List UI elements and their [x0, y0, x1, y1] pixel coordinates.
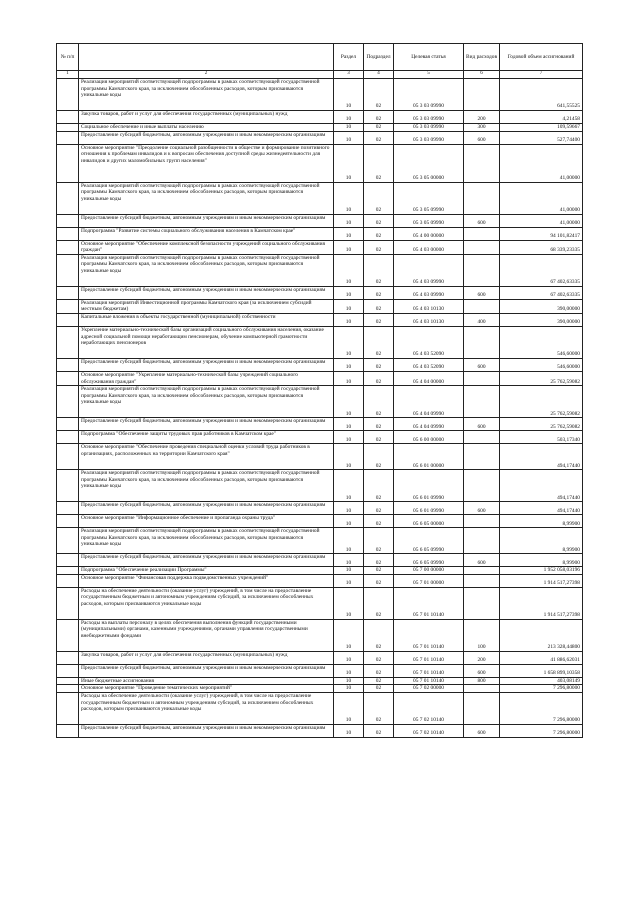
cell-csr: 05 7 01 10140 — [394, 677, 464, 685]
cell-pod: 02 — [364, 444, 394, 470]
row-num-cell — [57, 651, 79, 664]
cell-vr — [464, 386, 500, 418]
cell-name: Предоставление субсидий бюджетным, автономным учреждениям и иным некоммерческим организациям — [79, 724, 334, 737]
cell-name: Расходы на обеспечение деятельности (оказание услуг) учреждений, в том числе на предоставление государственным бюджетным и автономным учреждениям субсидий, за исключением обособленных расходов, которым присваиваются уникальные коды — [79, 692, 334, 724]
cell-csr: 05 6 05 00000 — [394, 515, 464, 528]
row-num-cell — [57, 313, 79, 326]
cell-vr: 600 — [464, 502, 500, 515]
cell-pod: 02 — [364, 124, 394, 132]
header-razdel: Раздел — [334, 44, 364, 71]
header-target-article: Целевая статья — [394, 44, 464, 71]
cell-sum: 7 296,80000 — [500, 724, 583, 737]
row-num-cell — [57, 111, 79, 124]
cell-razdel: 10 — [334, 619, 364, 651]
cell-name: Реализация мероприятий соответствующей подпрограммы в рамках соответствующей государственной программы Камчатского края, за исключением обособленных расходов, которым присваиваются уникальные коды — [79, 182, 334, 214]
cell-vr — [464, 444, 500, 470]
cell-sum: 25 762,59082 — [500, 386, 583, 418]
cell-pod: 02 — [364, 227, 394, 240]
cell-csr: 05 7 00 00000 — [394, 567, 464, 575]
header-podrazdel: Подраздел — [364, 44, 394, 71]
cell-pod: 02 — [364, 692, 394, 724]
cell-sum: 403,08149 — [500, 677, 583, 685]
table-body — [57, 79, 583, 738]
row-num-cell — [57, 664, 79, 677]
row-num-cell — [57, 227, 79, 240]
cell-name: Предоставление субсидий бюджетным, автономным учреждениям и иным некоммерческим организациям — [79, 131, 334, 144]
cell-razdel: 10 — [334, 313, 364, 326]
table-row — [57, 692, 583, 724]
row-num-cell — [57, 358, 79, 371]
cell-razdel: 10 — [334, 528, 364, 554]
cell-name: Закупка товаров, работ и услуг для обеспечения государственных (муниципальных) нужд — [79, 111, 334, 124]
table-row — [57, 444, 583, 470]
cell-razdel: 10 — [334, 144, 364, 182]
cell-sum: 1 658 899,10358 — [500, 664, 583, 677]
cell-name: Основное мероприятие "Укрепление материально-технической базы учреждений социального обслуживания граждан" — [79, 371, 334, 385]
colnum: 7 — [500, 71, 583, 79]
colnum: 2 — [79, 71, 334, 79]
table-row — [57, 286, 583, 299]
cell-vr — [464, 692, 500, 724]
cell-csr: 05 6 01 09990 — [394, 502, 464, 515]
table-row — [57, 651, 583, 664]
table-row — [57, 470, 583, 502]
cell-sum: 25 762,59082 — [500, 371, 583, 385]
cell-vr — [464, 685, 500, 693]
cell-csr: 05 4 00 00000 — [394, 227, 464, 240]
cell-csr: 05 3 05 09990 — [394, 214, 464, 227]
cell-name: Основное мероприятие "Обеспечение проведения специальной оценки условий труда работников в организациях, расположенных на территории Камчатского края" — [79, 444, 334, 470]
cell-razdel: 10 — [334, 554, 364, 567]
table-row — [57, 685, 583, 693]
cell-vr: 600 — [464, 358, 500, 371]
table-row — [57, 111, 583, 124]
cell-razdel: 10 — [334, 299, 364, 313]
row-num-cell — [57, 144, 79, 182]
row-num-cell — [57, 685, 79, 693]
row-num-cell — [57, 677, 79, 685]
cell-name: Реализация мероприятий соответствующей подпрограммы в рамках соответствующей государственной программы Камчатского края, за исключением обособленных расходов, которым присваиваются уникальные коды — [79, 79, 334, 111]
cell-razdel: 10 — [334, 371, 364, 385]
cell-csr: 05 4 03 09990 — [394, 286, 464, 299]
cell-name: Предоставление субсидий бюджетным, автономным учреждениям и иным некоммерческим организациям — [79, 664, 334, 677]
cell-razdel: 10 — [334, 254, 364, 286]
cell-sum: 94 101,82417 — [500, 227, 583, 240]
cell-sum: 67 402,63335 — [500, 254, 583, 286]
cell-name: Предоставление субсидий бюджетным, автономным учреждениям и иным некоммерческим организациям — [79, 554, 334, 567]
table-row — [57, 515, 583, 528]
row-num-cell — [57, 254, 79, 286]
table-row — [57, 386, 583, 418]
cell-csr: 05 4 04 09990 — [394, 418, 464, 431]
cell-vr: 800 — [464, 677, 500, 685]
cell-pod: 02 — [364, 299, 394, 313]
row-num-cell — [57, 79, 79, 111]
cell-pod: 02 — [364, 326, 394, 358]
cell-razdel: 10 — [334, 182, 364, 214]
cell-pod: 02 — [364, 144, 394, 182]
row-num-cell — [57, 386, 79, 418]
cell-razdel: 10 — [334, 574, 364, 587]
cell-name: Реализация мероприятий соответствующей подпрограммы в рамках соответствующей государственной программы Камчатского края, за исключением обособленных расходов, которым присваиваются уникальные коды — [79, 528, 334, 554]
cell-sum: 109,59667 — [500, 124, 583, 132]
cell-csr: 05 6 01 00000 — [394, 444, 464, 470]
cell-pod: 02 — [364, 358, 394, 371]
colnum: 5 — [394, 71, 464, 79]
cell-sum: 41,00000 — [500, 214, 583, 227]
table-row — [57, 358, 583, 371]
cell-razdel: 10 — [334, 131, 364, 144]
row-num-cell — [57, 182, 79, 214]
cell-name: Подпрограмма "Развитие системы социального обслуживания населения в Камчатском крае" — [79, 227, 334, 240]
cell-name: Предоставление субсидий бюджетным, автономным учреждениям и иным некоммерческим организациям — [79, 418, 334, 431]
cell-csr: 05 6 00 00000 — [394, 431, 464, 444]
cell-sum: 7 296,80000 — [500, 685, 583, 693]
cell-vr: 600 — [464, 724, 500, 737]
cell-csr: 05 3 03 09990 — [394, 131, 464, 144]
table-row — [57, 502, 583, 515]
cell-razdel: 10 — [334, 692, 364, 724]
cell-razdel: 10 — [334, 515, 364, 528]
table-row — [57, 79, 583, 111]
table-row — [57, 214, 583, 227]
cell-pod: 02 — [364, 131, 394, 144]
cell-sum: 7 296,80000 — [500, 692, 583, 724]
cell-razdel: 10 — [334, 685, 364, 693]
cell-sum: 68 339,23335 — [500, 240, 583, 254]
cell-razdel: 10 — [334, 444, 364, 470]
cell-vr: 600 — [464, 664, 500, 677]
cell-csr: 05 3 03 09990 — [394, 124, 464, 132]
row-num-cell — [57, 444, 79, 470]
cell-csr: 05 4 03 10130 — [394, 299, 464, 313]
cell-razdel: 10 — [334, 386, 364, 418]
cell-sum: 546,60000 — [500, 358, 583, 371]
cell-vr: 600 — [464, 131, 500, 144]
table-row — [57, 431, 583, 444]
cell-name: Подпрограмма "Обеспечение защиты трудовых прав работников в Камчатском крае" — [79, 431, 334, 444]
cell-csr: 05 6 05 09990 — [394, 528, 464, 554]
table-row — [57, 254, 583, 286]
table-row — [57, 677, 583, 685]
colnum: 1 — [57, 71, 79, 79]
header-expense-type: Вид расходов — [464, 44, 500, 71]
cell-razdel: 10 — [334, 502, 364, 515]
cell-sum: 641,55525 — [500, 79, 583, 111]
header-annual-volume: Годовой объем ассигнований — [500, 44, 583, 71]
cell-sum: 8,99900 — [500, 554, 583, 567]
cell-pod: 02 — [364, 574, 394, 587]
table-row — [57, 144, 583, 182]
cell-razdel: 10 — [334, 240, 364, 254]
row-num-cell — [57, 214, 79, 227]
table-row — [57, 418, 583, 431]
cell-sum: 25 762,59082 — [500, 418, 583, 431]
cell-name: Основное мероприятие "Преодоление социальной разобщенности в обществе и формирование позитивного отношения к проблемам инвалидов и к вопросам обеспечения доступной среды жизнедеятельности для инвалидов и других маломобильных групп населения" — [79, 144, 334, 182]
table-row — [57, 528, 583, 554]
cell-vr — [464, 528, 500, 554]
cell-razdel: 10 — [334, 214, 364, 227]
cell-csr: 05 4 04 09990 — [394, 386, 464, 418]
cell-csr: 05 7 01 10140 — [394, 664, 464, 677]
cell-name: Капитальные вложения в объекты государственной (муниципальной) собственности — [79, 313, 334, 326]
cell-vr — [464, 227, 500, 240]
cell-pod: 02 — [364, 214, 394, 227]
cell-vr — [464, 431, 500, 444]
cell-sum: 494,17440 — [500, 444, 583, 470]
cell-razdel: 10 — [334, 79, 364, 111]
cell-razdel: 10 — [334, 677, 364, 685]
cell-pod: 02 — [364, 685, 394, 693]
cell-vr: 600 — [464, 214, 500, 227]
cell-pod: 02 — [364, 313, 394, 326]
cell-name: Подпрограмма "Обеспечение реализации Программы" — [79, 567, 334, 575]
table-row — [57, 299, 583, 313]
cell-vr — [464, 254, 500, 286]
cell-razdel: 10 — [334, 587, 364, 619]
cell-vr: 600 — [464, 554, 500, 567]
row-num-cell — [57, 574, 79, 587]
cell-sum: 527,74400 — [500, 131, 583, 144]
cell-vr: 600 — [464, 418, 500, 431]
cell-csr: 05 6 01 09990 — [394, 470, 464, 502]
cell-sum: 546,60000 — [500, 326, 583, 358]
cell-name: Реализация мероприятий соответствующей подпрограммы в рамках соответствующей государственной программы Камчатского края, за исключением обособленных расходов, которым присваиваются уникальные коды — [79, 470, 334, 502]
cell-name: Основное мероприятие "Информационное обеспечение и пропаганда охраны труда" — [79, 515, 334, 528]
cell-pod: 02 — [364, 182, 394, 214]
cell-sum: 494,17440 — [500, 470, 583, 502]
table-row — [57, 326, 583, 358]
cell-razdel: 10 — [334, 470, 364, 502]
cell-pod: 02 — [364, 619, 394, 651]
cell-pod: 02 — [364, 470, 394, 502]
cell-vr: 400 — [464, 313, 500, 326]
cell-name: Социальное обеспечение и иные выплаты населению — [79, 124, 334, 132]
table-row — [57, 182, 583, 214]
cell-pod: 02 — [364, 79, 394, 111]
colnum: 3 — [334, 71, 364, 79]
cell-sum: 1 952 058,03196 — [500, 567, 583, 575]
table-header-row — [57, 44, 583, 71]
cell-name: Иные бюджетные ассигнования — [79, 677, 334, 685]
cell-pod: 02 — [364, 418, 394, 431]
cell-sum: 41 886,62031 — [500, 651, 583, 664]
table-row — [57, 619, 583, 651]
cell-vr: 200 — [464, 111, 500, 124]
cell-vr — [464, 326, 500, 358]
cell-pod: 02 — [364, 286, 394, 299]
cell-pod: 02 — [364, 111, 394, 124]
cell-csr: 05 3 03 09990 — [394, 79, 464, 111]
row-num-cell — [57, 619, 79, 651]
cell-pod: 02 — [364, 386, 394, 418]
table-row — [57, 124, 583, 132]
cell-vr — [464, 371, 500, 385]
cell-vr — [464, 240, 500, 254]
cell-vr — [464, 182, 500, 214]
row-num-cell — [57, 724, 79, 737]
cell-name: Предоставление субсидий бюджетным, автономным учреждениям и иным некоммерческим организациям — [79, 358, 334, 371]
cell-name: Укрепление материально-технической базы организаций социального обслуживания населения, оказание адресной социальной помощи неработающим пенсионерам, обучение компьютерной грамотности неработающих пенсионеров — [79, 326, 334, 358]
row-num-cell — [57, 692, 79, 724]
cell-name: Расходы на выплаты персоналу в целях обеспечения выполнения функций государственными (муниципальными) органами, казенными учреждениями, органами управления государственными внебюджетными фондами — [79, 619, 334, 651]
cell-vr — [464, 299, 500, 313]
cell-sum: 494,17440 — [500, 502, 583, 515]
cell-name: Реализация мероприятий соответствующей подпрограммы в рамках соответствующей государственной программы Камчатского края, за исключением обособленных расходов, которым присваиваются уникальные коды — [79, 254, 334, 286]
cell-pod: 02 — [364, 554, 394, 567]
cell-sum: 41,00000 — [500, 144, 583, 182]
cell-pod: 02 — [364, 664, 394, 677]
row-num-cell — [57, 124, 79, 132]
colnum: 4 — [364, 71, 394, 79]
table-row — [57, 240, 583, 254]
cell-csr: 05 3 05 09990 — [394, 182, 464, 214]
cell-razdel: 10 — [334, 286, 364, 299]
cell-razdel: 10 — [334, 567, 364, 575]
row-num-cell — [57, 515, 79, 528]
cell-name: Реализация мероприятий Инвестиционной программы Камчатского края (за исключением субсидий местным бюджетам) — [79, 299, 334, 313]
cell-pod: 02 — [364, 515, 394, 528]
table-row — [57, 313, 583, 326]
cell-vr — [464, 144, 500, 182]
table-row — [57, 664, 583, 677]
cell-pod: 02 — [364, 587, 394, 619]
budget-table-page — [56, 43, 582, 738]
cell-pod: 02 — [364, 431, 394, 444]
cell-pod: 02 — [364, 371, 394, 385]
budget-table — [56, 43, 583, 738]
table-row — [57, 587, 583, 619]
row-num-cell — [57, 326, 79, 358]
cell-sum: 8,99900 — [500, 528, 583, 554]
row-num-cell — [57, 299, 79, 313]
table-row — [57, 724, 583, 737]
cell-pod: 02 — [364, 724, 394, 737]
cell-sum: 390,00000 — [500, 299, 583, 313]
cell-razdel: 10 — [334, 664, 364, 677]
cell-sum: 213 328,44800 — [500, 619, 583, 651]
cell-razdel: 10 — [334, 326, 364, 358]
cell-vr — [464, 470, 500, 502]
cell-csr: 05 7 02 10140 — [394, 692, 464, 724]
cell-csr: 05 7 01 10140 — [394, 651, 464, 664]
table-row — [57, 227, 583, 240]
cell-pod: 02 — [364, 677, 394, 685]
cell-razdel: 10 — [334, 431, 364, 444]
cell-sum: 1 914 517,27398 — [500, 574, 583, 587]
cell-vr — [464, 567, 500, 575]
cell-sum: 1 914 517,27398 — [500, 587, 583, 619]
table-row — [57, 567, 583, 575]
row-num-cell — [57, 131, 79, 144]
cell-razdel: 10 — [334, 227, 364, 240]
cell-vr: 100 — [464, 619, 500, 651]
cell-name: Основное мероприятие "Обеспечение комплексной безопасности учреждений социального обслуживания граждан" — [79, 240, 334, 254]
cell-csr: 05 4 03 09990 — [394, 254, 464, 286]
cell-name: Закупка товаров, работ и услуг для обеспечения государственных (муниципальных) нужд — [79, 651, 334, 664]
cell-sum: 67 402,63335 — [500, 286, 583, 299]
row-num-cell — [57, 431, 79, 444]
cell-pod: 02 — [364, 240, 394, 254]
cell-sum: 41,00000 — [500, 182, 583, 214]
row-num-cell — [57, 528, 79, 554]
cell-vr — [464, 587, 500, 619]
cell-sum: 390,00000 — [500, 313, 583, 326]
table-row — [57, 371, 583, 385]
header-name — [79, 44, 334, 71]
cell-pod: 02 — [364, 567, 394, 575]
cell-vr: 300 — [464, 124, 500, 132]
row-num-cell — [57, 587, 79, 619]
table-row — [57, 554, 583, 567]
cell-csr: 05 4 03 10130 — [394, 313, 464, 326]
cell-name: Предоставление субсидий бюджетным, автономным учреждениям и иным некоммерческим организациям — [79, 502, 334, 515]
cell-csr: 05 7 01 10140 — [394, 587, 464, 619]
cell-razdel: 10 — [334, 111, 364, 124]
cell-vr: 200 — [464, 651, 500, 664]
row-num-cell — [57, 554, 79, 567]
cell-razdel: 10 — [334, 651, 364, 664]
cell-csr: 05 4 04 00000 — [394, 371, 464, 385]
cell-csr: 05 4 03 52090 — [394, 358, 464, 371]
cell-csr: 05 4 03 00000 — [394, 240, 464, 254]
row-num-cell — [57, 240, 79, 254]
cell-razdel: 10 — [334, 358, 364, 371]
cell-pod: 02 — [364, 502, 394, 515]
cell-vr — [464, 574, 500, 587]
cell-name: Основное мероприятие "Финансовая поддержка подведомственных учреждений" — [79, 574, 334, 587]
cell-razdel: 10 — [334, 124, 364, 132]
row-num-cell — [57, 286, 79, 299]
cell-csr: 05 7 02 10140 — [394, 724, 464, 737]
cell-csr: 05 3 03 09990 — [394, 111, 464, 124]
row-num-cell — [57, 371, 79, 385]
row-num-cell — [57, 470, 79, 502]
cell-name: Основное мероприятие "Проведение тематических мероприятий" — [79, 685, 334, 693]
cell-pod: 02 — [364, 254, 394, 286]
row-num-cell — [57, 567, 79, 575]
cell-vr — [464, 515, 500, 528]
cell-csr: 05 7 01 00000 — [394, 574, 464, 587]
cell-name: Предоставление субсидий бюджетным, автономным учреждениям и иным некоммерческим организациям — [79, 286, 334, 299]
cell-pod: 02 — [364, 528, 394, 554]
cell-csr: 05 3 05 00000 — [394, 144, 464, 182]
cell-sum: 8,99900 — [500, 515, 583, 528]
header-num: № п/п — [57, 44, 79, 71]
row-num-cell — [57, 418, 79, 431]
cell-csr: 05 6 05 09990 — [394, 554, 464, 567]
cell-pod: 02 — [364, 651, 394, 664]
cell-razdel: 10 — [334, 724, 364, 737]
cell-name: Предоставление субсидий бюджетным, автономным учреждениям и иным некоммерческим организациям — [79, 214, 334, 227]
column-number-row — [57, 71, 583, 79]
table-row — [57, 131, 583, 144]
cell-name: Расходы на обеспечение деятельности (оказание услуг) учреждений, в том числе на предоставление государственным бюджетным и автономным учреждениям субсидий, за исключением обособленных расходов, которым присваиваются уникальные коды — [79, 587, 334, 619]
colnum: 6 — [464, 71, 500, 79]
cell-csr: 05 4 03 52090 — [394, 326, 464, 358]
cell-vr: 600 — [464, 286, 500, 299]
cell-razdel: 10 — [334, 418, 364, 431]
cell-name: Реализация мероприятий соответствующей подпрограммы в рамках соответствующей государственной программы Камчатского края, за исключением обособленных расходов, которым присваиваются уникальные коды — [79, 386, 334, 418]
cell-sum: 4,21458 — [500, 111, 583, 124]
cell-sum: 503,17340 — [500, 431, 583, 444]
row-num-cell — [57, 502, 79, 515]
table-row — [57, 574, 583, 587]
cell-csr: 05 7 01 10140 — [394, 619, 464, 651]
cell-csr: 05 7 02 00000 — [394, 685, 464, 693]
cell-vr — [464, 79, 500, 111]
